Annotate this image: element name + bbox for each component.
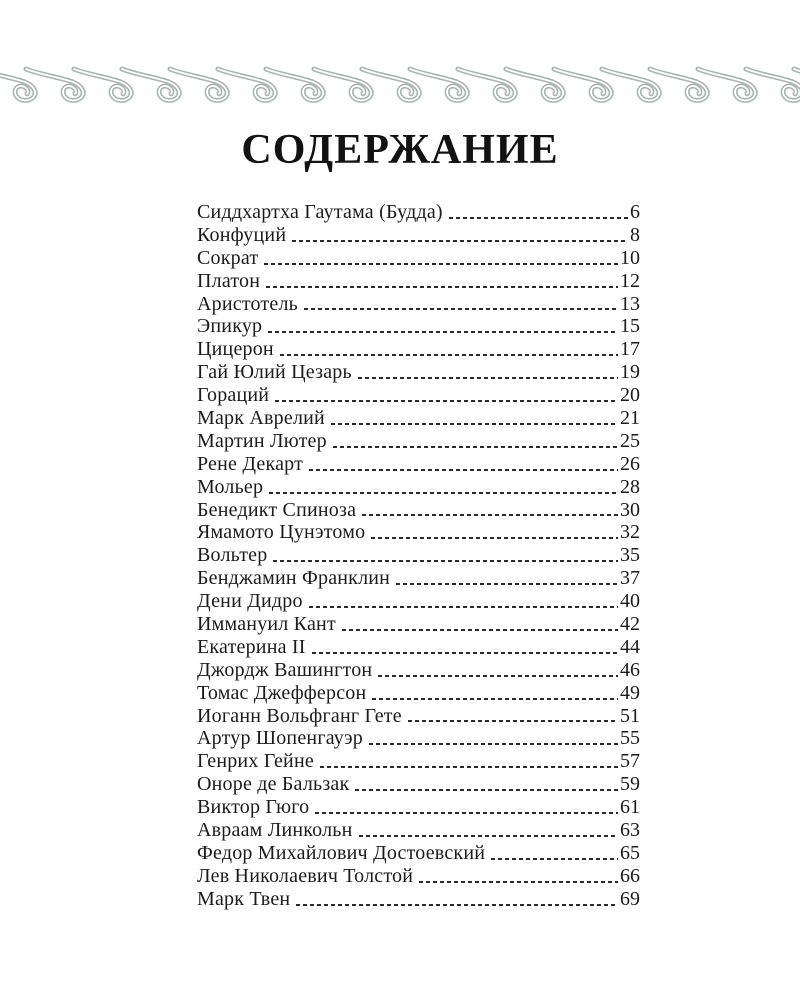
toc-entry-title: Платон [197,269,261,292]
toc-entry-title: Дени Дидро [197,590,303,613]
toc-entry-page: 8 [630,223,640,246]
dot-leader [292,240,628,242]
toc-entry-page: 44 [620,635,640,658]
dot-leader [309,606,618,608]
toc-entry-title: Генрих Гейне [197,750,314,773]
dot-leader [320,766,618,768]
toc-entry[interactable] [197,888,640,911]
toc-entry-page: 20 [620,384,640,407]
toc-entry-page: 65 [620,841,640,864]
toc-entry[interactable] [197,567,640,590]
dot-leader [275,400,618,402]
toc-entry-page: 63 [620,819,640,842]
dot-leader [491,858,618,860]
toc-entry[interactable] [197,270,640,293]
dot-leader [449,217,628,219]
toc-entry[interactable] [197,659,640,682]
toc-entry-page: 13 [620,292,640,315]
toc-entry-page: 37 [620,567,640,590]
toc-entry[interactable] [197,247,640,270]
toc-entry-title: Мольер [197,475,264,498]
dot-leader [359,835,618,837]
toc-entry-title: Эпикур [197,315,263,338]
toc-entry[interactable] [197,315,640,338]
dot-leader [362,514,618,516]
toc-entry-title: Авраам Линкольн [197,819,353,842]
toc-entry-page: 51 [620,704,640,727]
toc-entry-page: 49 [620,681,640,704]
toc-entry[interactable] [197,613,640,636]
toc-entry[interactable] [197,453,640,476]
toc-entry-page: 10 [620,246,640,269]
dot-leader [333,446,618,448]
toc-entry-page: 66 [620,864,640,887]
toc-entry-page: 35 [620,544,640,567]
toc-entry-page: 42 [620,613,640,636]
dot-leader [355,789,618,791]
toc-entry[interactable] [197,865,640,888]
toc-entry[interactable] [197,521,640,544]
toc-entry-page: 12 [620,269,640,292]
toc-entry-title: Цицерон [197,338,274,361]
toc-entry[interactable] [197,727,640,750]
toc-entry-title: Гораций [197,384,270,407]
toc-entry-page: 32 [620,521,640,544]
toc-entry-title: Екатерина II [197,635,306,658]
toc-entry[interactable] [197,544,640,567]
dot-leader [312,652,618,654]
toc-entry-title: Ямамото Цунэтомо [197,521,366,544]
toc-entry[interactable] [197,407,640,430]
toc-entry[interactable] [197,796,640,819]
toc-entry[interactable] [197,293,640,316]
toc-entry[interactable] [197,773,640,796]
wave-scroll-ornament-icon [0,64,800,110]
dot-leader [268,331,618,333]
toc-entry-title: Конфуций [197,223,287,246]
dot-leader [273,560,618,562]
toc-entry-page: 6 [630,201,640,223]
page-title: СОДЕРЖАНИЕ [241,127,559,173]
toc-entry[interactable] [197,590,640,613]
toc-entry-title: Томас Джефферсон [197,681,367,704]
toc-entry[interactable] [197,361,640,384]
toc-entry-title: Лев Николаевич Толстой [197,864,414,887]
dot-leader [296,904,618,906]
toc-entry-title: Сократ [197,246,259,269]
dot-leader [269,492,618,494]
dot-leader [331,423,618,425]
dot-leader [369,743,618,745]
toc-entry-page: 28 [620,475,640,498]
toc-entry-title: Иммануил Кант [197,613,336,636]
dot-leader [372,698,618,700]
toc-entry-title: Аристотель [197,292,298,315]
toc-entry-page: 46 [620,658,640,681]
toc-entry[interactable] [197,430,640,453]
toc-entry-title: Мартин Лютер [197,429,327,452]
toc-entry-title: Бенджамин Франклин [197,567,391,590]
toc-entry[interactable] [197,499,640,522]
dot-leader [378,675,618,677]
toc-entry-title: Сиддхартха Гаутама (Будда) [197,201,443,223]
dot-leader [408,720,618,722]
toc-entry[interactable] [197,750,640,773]
toc-entry-page: 17 [620,338,640,361]
toc-entry[interactable] [197,476,640,499]
dot-leader [304,308,618,310]
dot-leader [315,812,618,814]
dot-leader [358,377,618,379]
dot-leader [309,469,618,471]
toc-entry[interactable] [197,842,640,865]
toc-entry-page: 59 [620,773,640,796]
toc-entry-title: Виктор Гюго [197,796,310,819]
toc-entry-title: Рене Декарт [197,452,304,475]
dot-leader [371,537,618,539]
dot-leader [419,881,618,883]
dot-leader [396,583,618,585]
toc-entry-page: 40 [620,590,640,613]
toc-entry[interactable] [197,224,640,247]
dot-leader [280,354,618,356]
toc-entry-page: 61 [620,796,640,819]
toc-entry[interactable] [197,705,640,728]
toc-entry-page: 26 [620,452,640,475]
toc-list [197,201,640,911]
toc-entry[interactable] [197,201,640,224]
dot-leader [342,629,618,631]
toc-entry-title: Гай Юлий Цезарь [197,361,352,384]
toc-entry[interactable] [197,682,640,705]
toc-entry-title: Оноре де Бальзак [197,773,350,796]
toc-entry-title: Артур Шопенгауэр [197,727,363,750]
toc-entry-page: 25 [620,429,640,452]
toc-entry-title: Вольтер [197,544,268,567]
toc-entry[interactable] [197,636,640,659]
toc-entry-title: Марк Твен [197,887,291,910]
toc-entry-page: 15 [620,315,640,338]
toc-entry-title: Федор Михайлович Достоевский [197,841,486,864]
toc-entry[interactable] [197,384,640,407]
toc-entry-page: 55 [620,727,640,750]
toc-entry-title: Бенедикт Спиноза [197,498,357,521]
dot-leader [264,263,618,265]
toc-entry-page: 19 [620,361,640,384]
toc-entry-page: 69 [620,887,640,910]
toc-entry-page: 57 [620,750,640,773]
toc-entry[interactable] [197,338,640,361]
toc-entry[interactable] [197,819,640,842]
toc-entry-page: 30 [620,498,640,521]
toc-entry-title: Иоганн Вольфганг Гете [197,704,402,727]
toc-entry-page: 21 [620,407,640,430]
toc-entry-title: Марк Аврелий [197,407,325,430]
toc-entry-title: Джордж Вашингтон [197,658,373,681]
dot-leader [266,286,618,288]
